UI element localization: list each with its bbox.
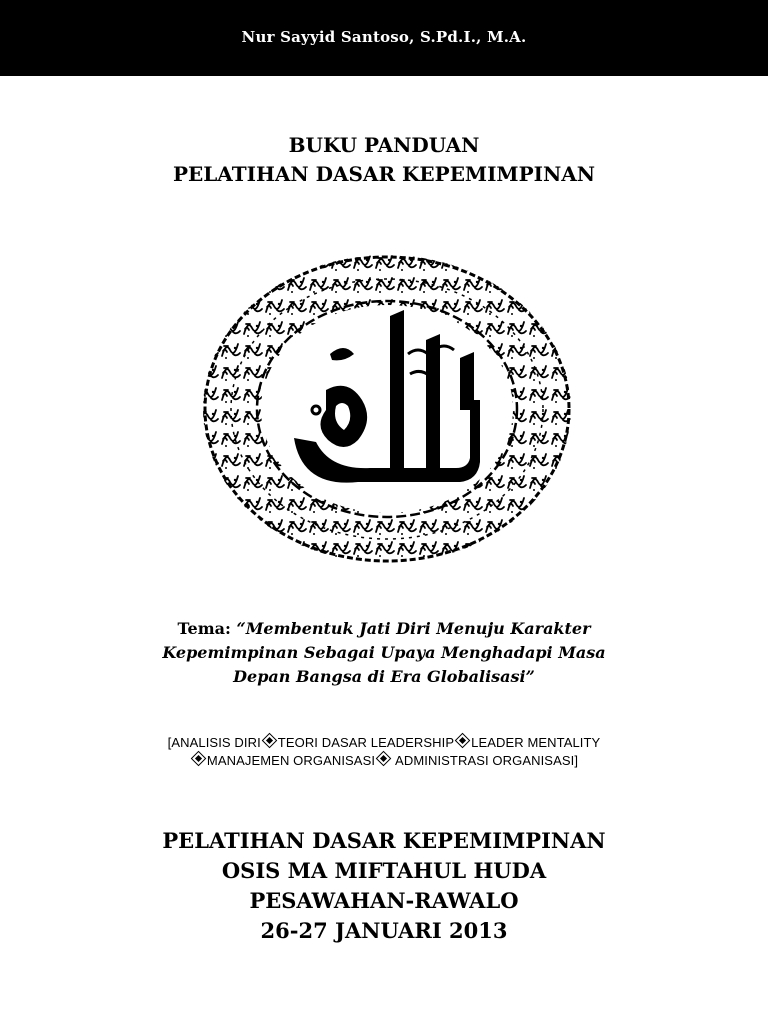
author-name: Nur Sayyid Santoso, S.Pd.I., M.A.: [241, 27, 527, 46]
theme-quote-line-1: “Membentuk Jati Diri Menuju Karakter: [236, 619, 591, 638]
title-line-2: PELATIHAN DASAR KEPEMIMPINAN: [172, 162, 596, 186]
diamond-bullet-icon: [455, 733, 471, 749]
diamond-bullet-icon: [262, 733, 278, 749]
title-line-1: BUKU PANDUAN: [288, 133, 480, 157]
topic-item: MANAJEMEN ORGANISASI: [206, 753, 376, 768]
event-line-2: OSIS MA MIFTAHUL HUDA: [221, 858, 547, 883]
bracket-close: ]: [574, 753, 579, 768]
event-line-3: PESAWAHAN-RAWALO: [249, 888, 519, 913]
topics-line-2: [80, 752, 688, 770]
theme-line-1: [80, 617, 688, 641]
topics-list: [80, 734, 688, 770]
theme-block: [80, 617, 688, 689]
topic-item: ANALISIS DIRI: [171, 735, 261, 750]
topics-line-1: [80, 734, 688, 752]
diamond-bullet-icon: [191, 751, 207, 767]
topic-item: TEORI DASAR LEADERSHIP: [277, 735, 455, 750]
event-date: 26-27 JANUARI 2013: [260, 918, 508, 943]
bracket-open: [: [167, 735, 172, 750]
event-line-1: PELATIHAN DASAR KEPEMIMPINAN: [162, 828, 606, 853]
header-bar: [0, 0, 768, 76]
diamond-bullet-icon: [376, 751, 392, 767]
event-info: [0, 826, 768, 946]
theme-label: Tema:: [177, 619, 231, 638]
document-title: [0, 131, 768, 189]
theme-quote-line-2: Kepemimpinan Sebagai Upaya Menghadapi Masa: [162, 643, 606, 662]
allah-calligraphy-icon: [198, 250, 576, 568]
topic-item: LEADER MENTALITY: [471, 735, 601, 750]
topic-item: ADMINISTRASI ORGANISASI: [392, 753, 575, 768]
theme-quote-line-3: Depan Bangsa di Era Globalisasi”: [233, 667, 535, 686]
